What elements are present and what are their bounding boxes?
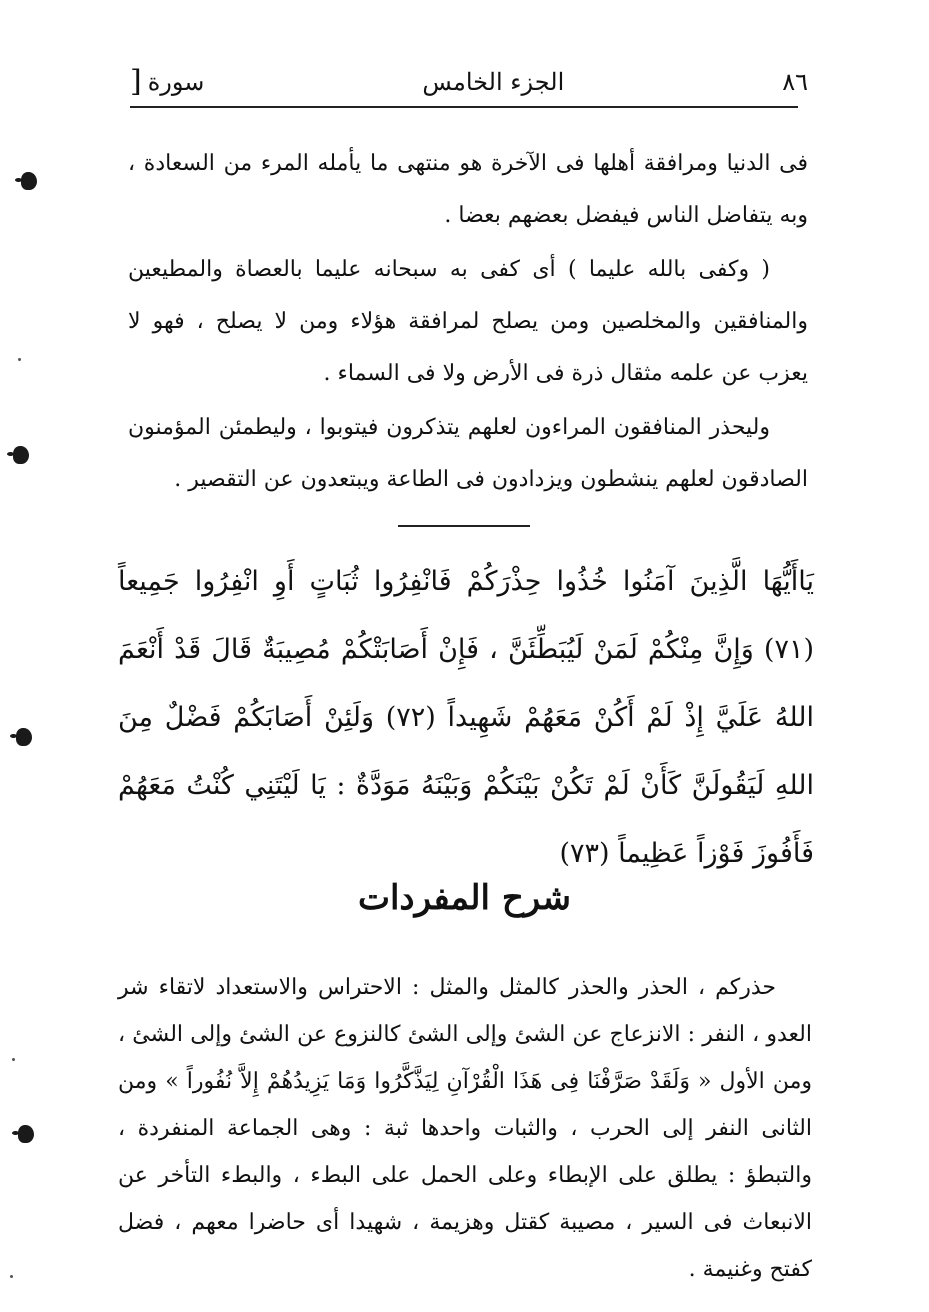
- ink-blot: [18, 1125, 34, 1143]
- bracket-glyph: [: [130, 64, 142, 99]
- page-number: ٨٦: [782, 68, 808, 96]
- scan-speck: [12, 1058, 15, 1061]
- quran-verses: يَاأَيُّهَا الَّذِينَ آمَنُوا خُذُوا حِذْرَكُمْ فَانْفِرُوا ثُبَاتٍ أَوِ انْفِرُوا جَمِيعاً (٧١) وَإِنَّ مِنْكُمْ لَمَنْ لَيُبَطِّئَنَّ ، فَإِنْ أَصَابَتْكُمْ مُصِيبَةٌ قَالَ قَدْ أَنْعَمَ اللهُ عَلَيَّ إِذْ لَمْ أَكُنْ مَعَهُمْ شَهِيداً (٧٢) وَلَئِنْ أَصَابَكُمْ فَضْلٌ مِنَ اللهِ لَيَقُولَنَّ كَأَنْ لَمْ تَكُنْ بَيْنَكُمْ وَبَيْنَهُ مَوَدَّةٌ : يَا لَيْتَنِي كُنْتُ مَعَهُمْ فَأَفُوزَ فَوْزاً عَظِيماً (٧٣): [118, 566, 814, 869]
- scan-speck: [18, 358, 21, 361]
- paragraph-2: ( وكفى بالله عليما ) أى كفى به سبحانه عليما بالعصاة والمطيعين والمنافقين والمخلصين ومن يصلح لمرافقة هؤلاء ومن لا يصلح ، فهو لا يعزب عن علمه مثقال ذرة فى الأرض ولا فى السماء .: [128, 257, 808, 386]
- paragraph-1: فى الدنيا ومرافقة أهلها فى الآخرة هو منتهى ما يأمله المرء من السعادة ، وبه يتفاضل الناس فيفضل بعضهم بعضا .: [128, 151, 808, 228]
- scan-speck: [10, 1275, 13, 1278]
- ink-blot: [21, 172, 37, 190]
- part-title: الجزء الخامس: [422, 68, 565, 96]
- surah-label: [130, 64, 205, 99]
- section-title: شرح المفردات: [357, 878, 572, 918]
- paragraph-3: وليحذر المنافقون المراءون لعلهم يتذكرون فيتوبوا ، وليطمئن المؤمنون الصادقون لعلهم ينشطون ويزدادون فى الطاعة ويبتعدون عن التقصير .: [128, 415, 808, 492]
- glossary-text: حذركم ، الحذر والحذر كالمثل والمثل : الاحتراس والاستعداد لاتقاء شر العدو ، النفر : الانزعاج عن الشئ وإلى الشئ كالنزوع عن الشئ وإلى الشئ ، ومن الأول « وَلَقَدْ صَرَّفْنَا فِى هَذَا الْقُرْآنِ لِيَذَّكَّرُوا وَمَا يَزِيدُهُمْ إِلاَّ نُفُوراً » ومن الثانى النفر إلى الحرب ، والثبات واحدها ثبة : وهى الجماعة المنفردة ، والتبطؤ : يطلق على الإبطاء وعلى الحمل على البطء ، والبطء التأخر عن الانبعاث فى السير ، مصيبة كقتل وهزيمة ، شهيدا أى حاضرا معهم ، فضل كفتح وغنيمة .: [118, 975, 812, 1282]
- surah-label-text: سورة: [147, 68, 205, 96]
- header-rule: [130, 106, 798, 108]
- section-divider: [398, 525, 530, 527]
- ink-blot: [13, 446, 29, 464]
- ink-blot: [16, 728, 32, 746]
- page-header: [130, 60, 808, 104]
